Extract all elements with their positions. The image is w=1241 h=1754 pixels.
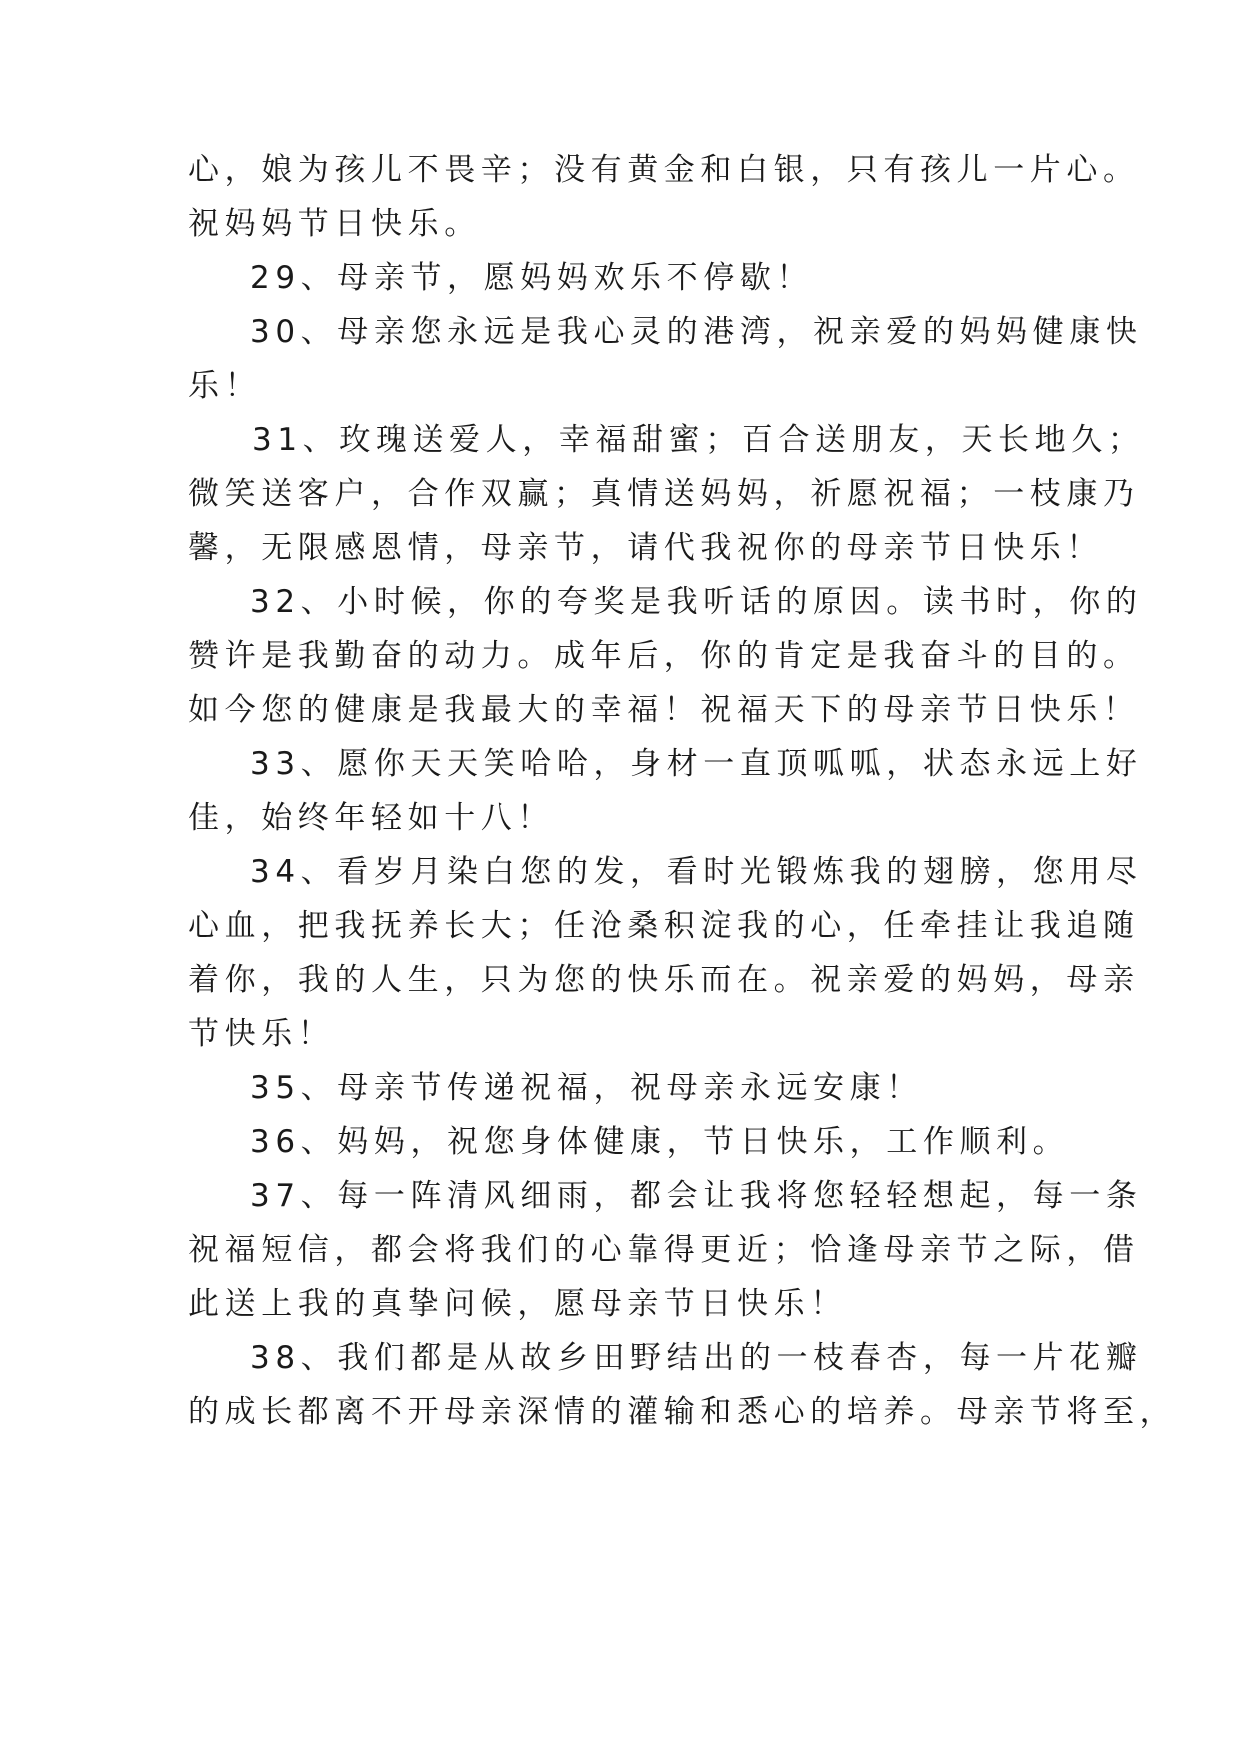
text-line: 乐！: [188, 368, 262, 404]
list-item-34: 34、看岁月染白您的发，看时光锻炼我的翅膀，您用尽: [250, 854, 1143, 890]
text-line: 着你，我的人生，只为您的快乐而在。祝亲爱的妈妈，母亲: [188, 962, 1140, 998]
text-line: 心血，把我抚养长大；任沧桑积淀我的心，任牵挂让我追随: [188, 908, 1140, 944]
text-line: 如今您的健康是我最大的幸福！祝福天下的母亲节日快乐！: [188, 692, 1140, 728]
text-line: 馨，无限感恩情，母亲节，请代我祝你的母亲节日快乐！: [188, 530, 1103, 566]
text-line: 赞许是我勤奋的动力。成年后，你的肯定是我奋斗的目的。: [188, 638, 1140, 674]
text-line: 节快乐！: [188, 1016, 335, 1052]
list-item-33: 33、愿你天天笑哈哈，身材一直顶呱呱，状态永远上好: [250, 746, 1143, 782]
text-line: 此送上我的真挚问候，愿母亲节日快乐！: [188, 1286, 847, 1322]
text-line: 的成长都离不开母亲深情的灌输和悉心的培养。母亲节将至，: [188, 1394, 1177, 1430]
text-line: 微笑送客户，合作双赢；真情送妈妈，祈愿祝福；一枝康乃: [188, 476, 1140, 512]
list-item-32: 32、小时候，你的夸奖是我听话的原因。读书时，你的: [250, 584, 1143, 620]
list-item-30: 30、母亲您永远是我心灵的港湾，祝亲爱的妈妈健康快: [250, 314, 1143, 350]
text-line: 祝妈妈节日快乐。: [188, 206, 481, 242]
list-item-35: 35、母亲节传递祝福，祝母亲永远安康！: [250, 1070, 923, 1106]
list-item-31: 31、玫瑰送爱人，幸福甜蜜；百合送朋友，天长地久；: [252, 422, 1145, 458]
list-item-29: 29、母亲节，愿妈妈欢乐不停歇！: [250, 260, 814, 296]
text-line: 佳，始终年轻如十八！: [188, 800, 554, 836]
list-item-38: 38、我们都是从故乡田野结出的一枝春杏，每一片花瓣: [250, 1340, 1143, 1376]
text-line: 祝福短信，都会将我们的心靠得更近；恰逢母亲节之际，借: [188, 1232, 1140, 1268]
list-item-36: 36、妈妈，祝您身体健康，节日快乐，工作顺利。: [250, 1124, 1070, 1160]
list-item-37: 37、每一阵清风细雨，都会让我将您轻轻想起，每一条: [250, 1178, 1143, 1214]
text-line: 心，娘为孩儿不畏辛；没有黄金和白银，只有孩儿一片心。: [188, 152, 1140, 188]
